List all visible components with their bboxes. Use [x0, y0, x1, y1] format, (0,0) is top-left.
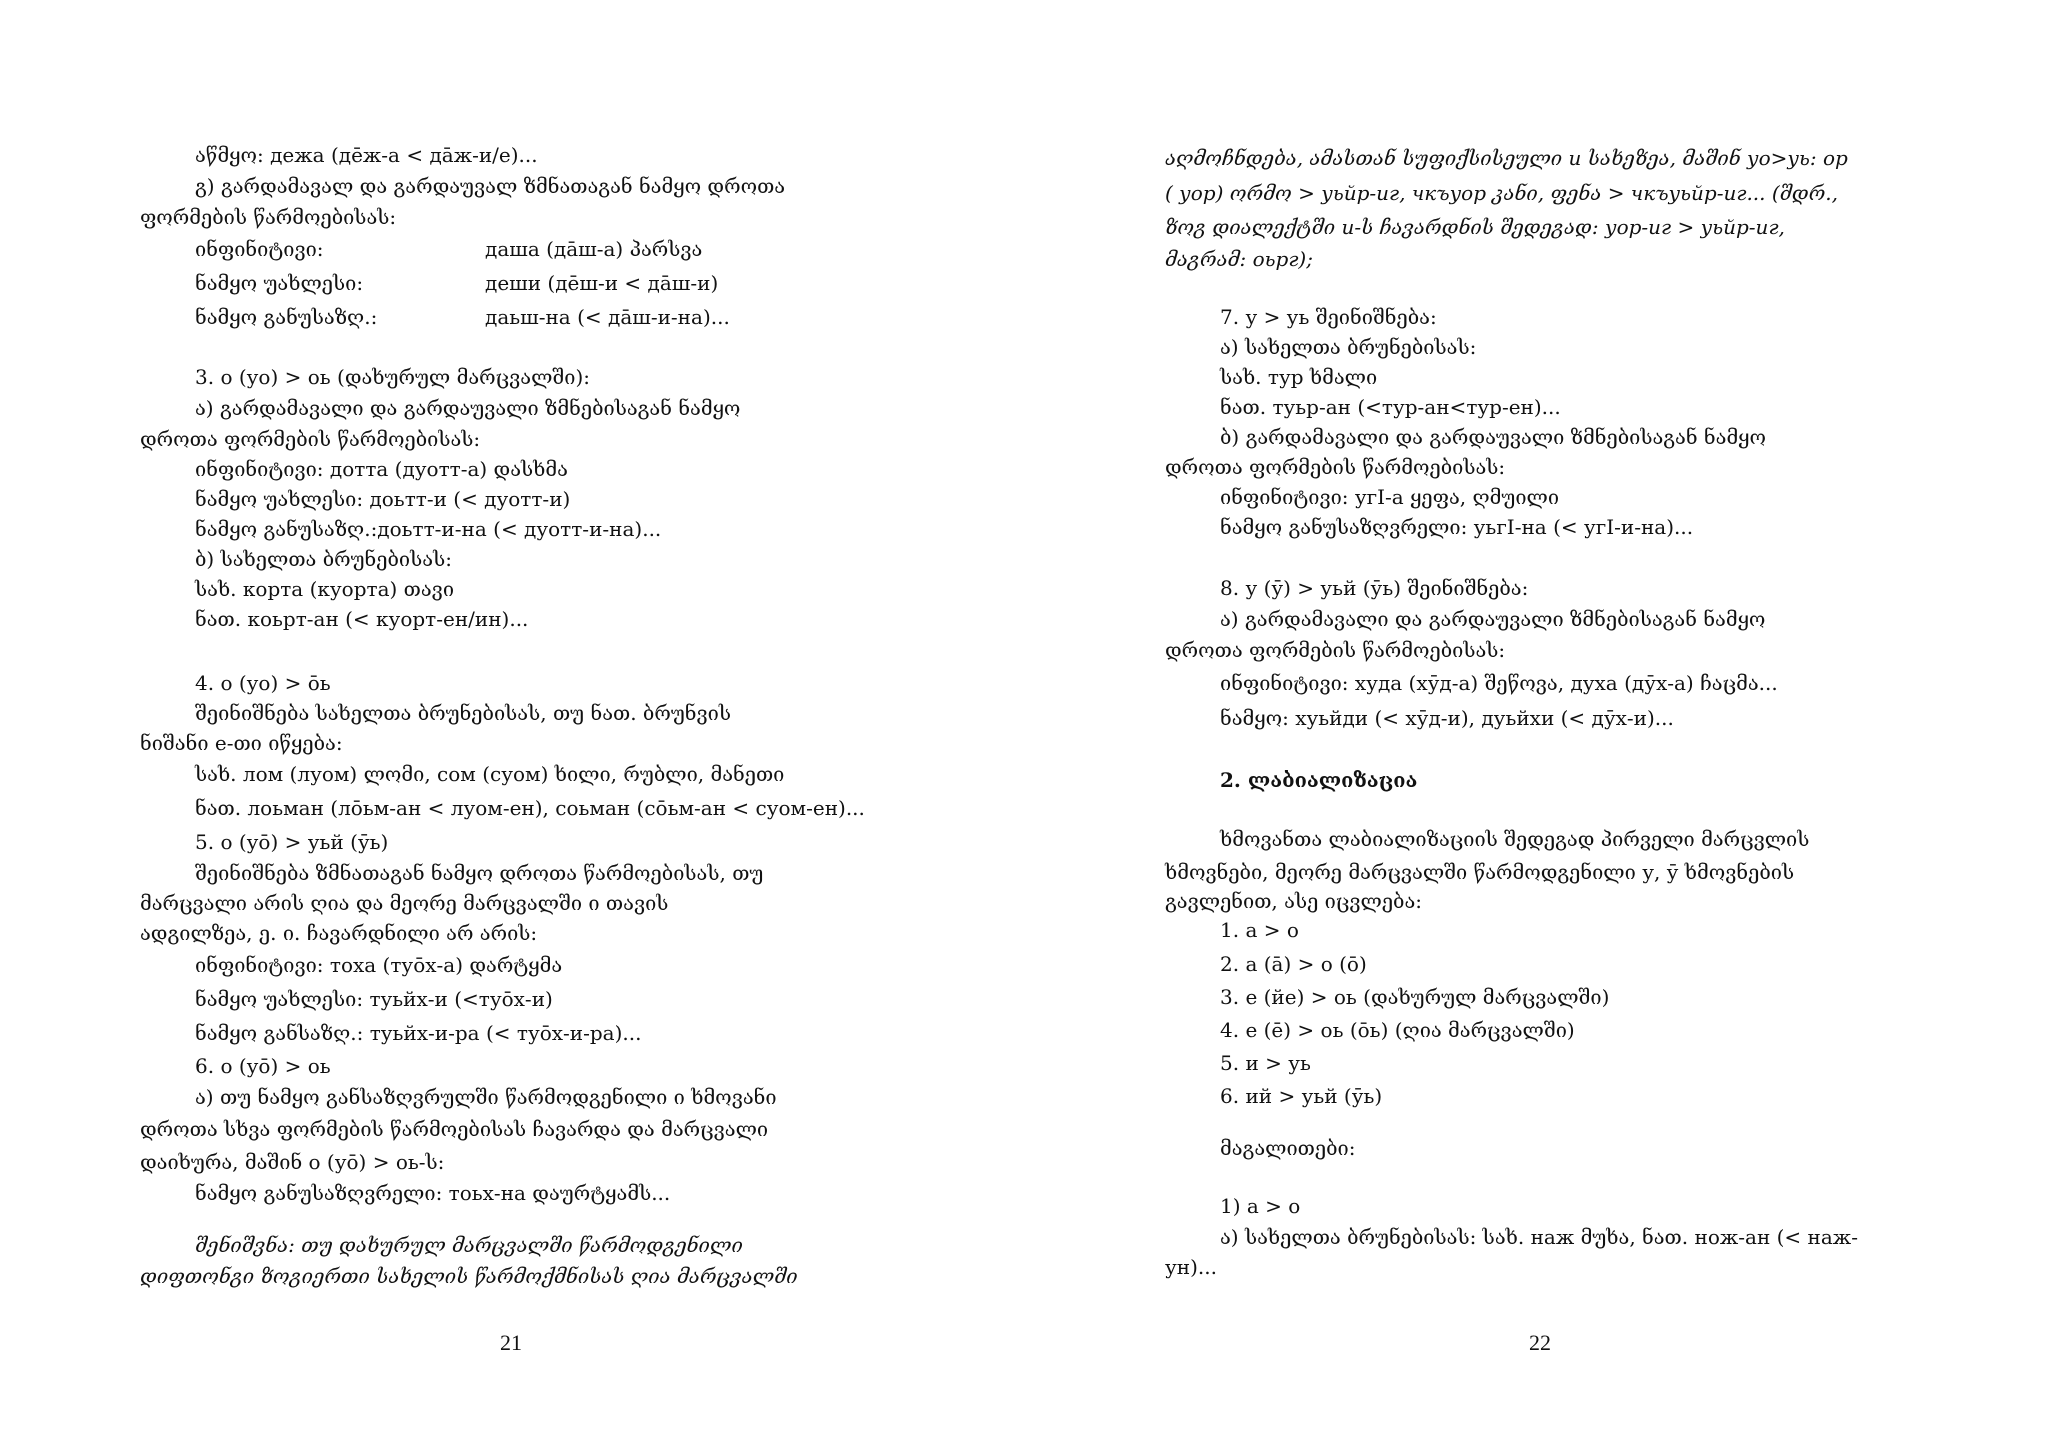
list-item: 2. а (ā) > о (ō): [1220, 952, 1367, 976]
text-line: 6. о (уō) > оь: [195, 1054, 331, 1078]
text-line: დროთა სხვა ფორმების წარმოებისას ჩავარდა და მარცვალი: [140, 1117, 769, 1141]
text-line: შეინიშნება სახელთა ბრუნებისას, თუ ნათ. ბრუნვის: [195, 701, 731, 725]
page-number: 21: [500, 1330, 522, 1355]
text-line: ადგილზეა, ე. ი. ჩავარდნილი არ არის:: [140, 921, 538, 945]
text-line: ნათ. коьрт-ан (< куорт-ен/ин)...: [195, 607, 529, 631]
text-line: ნამყო უახლესი: доьтт-и (< дуотт-и): [195, 487, 571, 511]
text-line: სახ. тур ხმალი: [1220, 365, 1378, 389]
text-line: ნიშანი е-თი იწყება:: [140, 731, 343, 755]
text-line: ხმოვანთა ლაბიალიზაციის შედეგად პირველი მარცვლის: [1220, 827, 1810, 851]
page-number: 22: [1529, 1330, 1551, 1355]
text-line: ინფინიტივი: тоха (туōх-а) დარტყმა: [195, 953, 563, 977]
text-line: სახ. корта (куорта) თავი: [195, 577, 455, 601]
text-line: ნამყო განუსაზღ.:доьтт-и-на (< дуотт-и-на)...: [195, 517, 662, 541]
text-line: დროთა ფორმების წარმოებისას:: [140, 427, 481, 451]
text-line: ბ) სახელთა ბრუნებისას:: [195, 547, 452, 571]
text-line: ა) სახელთა ბრუნებისას: სახ. наж მუხა, ნათ. нож-ан (< наж-: [1220, 1225, 1858, 1249]
list-item: 6. ий > уьй (ӯь): [1220, 1084, 1383, 1108]
text-line: 4. о (уо) > ōь: [195, 671, 331, 695]
text-line: შეინიშნება ზმნათაგან ნამყო დროთა წარმოებისას, თუ: [195, 861, 764, 885]
text-line: даьш-на (< дāш-и-на)...: [485, 305, 730, 329]
text-line: деши (дēш-и < дāш-и): [485, 271, 719, 295]
text-line: 5. о (уō) > уьй (ӯь): [195, 830, 389, 854]
text-line: ნათ. туьр-ан (<тур-ан<тур-ен)...: [1220, 395, 1561, 419]
text-line: ინფინიტივი: худа (хӯд-а) შეწოვა, духа (дӯх-а) ჩაცმა...: [1220, 671, 1778, 695]
text-line: ინფინიტივი: дотта (дуотт-а) დასხმა: [195, 457, 568, 481]
text-line: даша (дāш-а) პარსვა: [485, 237, 703, 261]
text-line: 3. о (уо) > оь (დახურულ მარცვალში):: [195, 365, 590, 389]
text-line: ა) თუ ნამყო განსაზღვრულში წარმოდგენილი ი ხმოვანი: [195, 1085, 777, 1109]
text-line: ინფინიტივი: угI-а ყეფა, ღმუილი: [1220, 485, 1560, 509]
note-line: ზოგ დიალექტში и-ს ჩავარდნის შედეგად: уор-иг > уьйр-иг,: [1165, 215, 1785, 239]
text-line: ნამყო განუსაზღვრელი: уьгI-на (< угI-и-на)...: [1220, 515, 1694, 539]
text-line: ა) გარდამავალი და გარდაუვალი ზმნებისაგან ნამყო: [1220, 607, 1766, 631]
text-line: აწმყო: дежа (дēж-а < дāж-и/е)...: [195, 143, 538, 167]
list-item: 5. и > уь: [1220, 1051, 1311, 1075]
list-item: 4. е (ē) > оь (ōь) (ღია მარცვალში): [1220, 1018, 1575, 1042]
text-line: 7. у > уь შეინიშნება:: [1220, 305, 1437, 329]
text-line: დროთა ფორმების წარმოებისას:: [1165, 638, 1506, 662]
note-line: აღმოჩნდება, ამასთან სუფიქსისეული и სახეზეა, მაშინ уо>уь: ор: [1165, 146, 1848, 170]
text-line: ფორმების წარმოებისას:: [140, 205, 397, 229]
text-line: ბ) გარდამავალი და გარდაუვალი ზმნებისაგან ნამყო: [1220, 425, 1767, 449]
text-line: სახ. лом (луом) ლომი, сом (суом) ხილი, რუბლი, მანეთი: [195, 762, 785, 786]
text-line: მაგალითები:: [1220, 1136, 1356, 1160]
text-line: ა) სახელთა ბრუნებისას:: [1220, 335, 1477, 359]
text-line: ნათ. лоьман (лōьм-ан < луом-ен), соьман (сōьм-ан < суом-ен)...: [195, 796, 865, 820]
list-item: 1. а > о: [1220, 918, 1299, 942]
text-line: ნამყო განუსაზღვრელი: тоьх-на დაურტყამს...: [195, 1181, 671, 1205]
text-line: გავლენით, ასე იცვლება:: [1165, 889, 1423, 913]
section-heading: 2. ლაბიალიზაცია: [1220, 768, 1418, 792]
text-line: ნამყო უახლესი:: [195, 271, 364, 295]
text-line: ინფინიტივი:: [195, 237, 324, 261]
note-line: მაგრამ: оьрг);: [1165, 247, 1313, 271]
list-item: 3. е (йе) > оь (დახურულ მარცვალში): [1220, 985, 1610, 1009]
text-line: ун)...: [1165, 1255, 1217, 1279]
note-line: შენიშვნა: თუ დახურულ მარცვალში წარმოდგენილი: [195, 1233, 743, 1257]
right-page: [1024, 0, 2048, 1447]
text-line: ნამყო უახლესი: туьйх-и (<туōх-и): [195, 987, 553, 1011]
text-line: ნამყო განსაზღ.: туьйх-и-ра (< туōх-и-ра)...: [195, 1021, 642, 1045]
text-line: გ) გარდამავალ და გარდაუვალ ზმნათაგან ნამყო დროთა: [195, 174, 786, 198]
text-line: ნამყო: хуьйди (< хӯд-и), дуьйхи (< дӯх-и)...: [1220, 706, 1674, 730]
text-line: ა) გარდამავალი და გარდაუვალი ზმნებისაგან ნამყო: [195, 396, 741, 420]
note-line: ( уор) ორმო > уьйр-иг, чкъуор კანი, ფენა > чкъуьйр-иг... (შდრ.,: [1165, 181, 1838, 205]
text-line: ხმოვნები, მეორე მარცვალში წარმოდგენილი у, ӯ ხმოვნების: [1165, 860, 1795, 884]
text-line: დროთა ფორმების წარმოებისას:: [1165, 455, 1506, 479]
note-line: დიფთონგი ზოგიერთი სახელის წარმოქმნისას ღია მარცვალში: [140, 1264, 798, 1288]
text-line: 1) а > о: [1220, 1194, 1301, 1218]
text-line: მარცვალი არის ღია და მეორე მარცვალში ი თავის: [140, 891, 669, 915]
text-line: დაიხურა, მაშინ о (уō) > оь-ს:: [140, 1150, 445, 1174]
text-line: ნამყო განუსაზღ.:: [195, 305, 378, 329]
text-line: 8. у (ӯ) > уьй (ӯь) შეინიშნება:: [1220, 576, 1529, 600]
